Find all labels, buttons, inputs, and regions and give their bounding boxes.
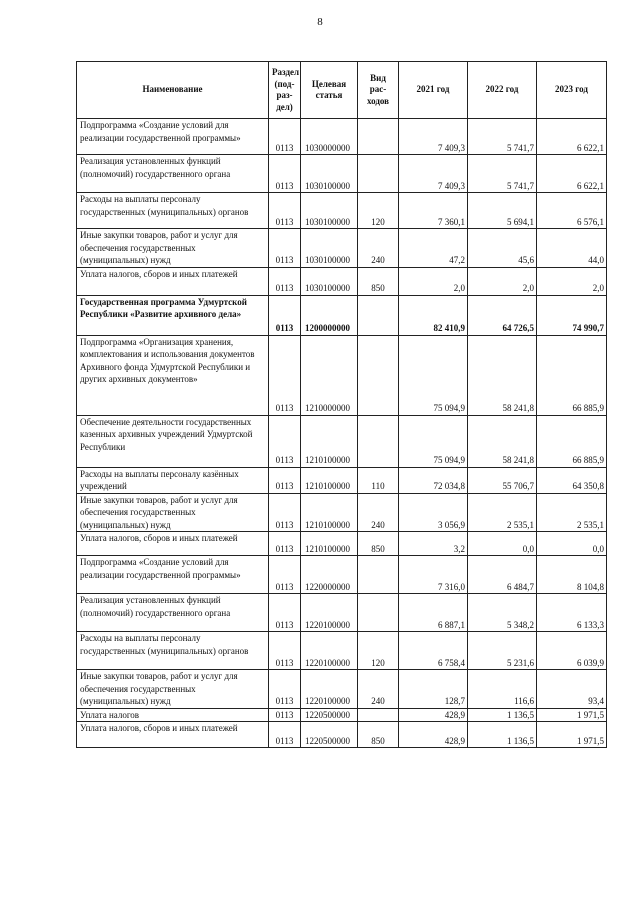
cell-name: Реализация установленных функций (полномочий) государственного органа xyxy=(77,155,269,193)
cell-2021: 6 758,4 xyxy=(399,632,468,670)
table-row xyxy=(77,119,607,155)
cell-2022: 6 484,7 xyxy=(468,556,537,594)
cell-article: 1220100000 xyxy=(301,670,358,709)
cell-name: Уплата налогов xyxy=(77,708,269,722)
cell-2021: 75 094,9 xyxy=(399,335,468,415)
cell-2022: 5 348,2 xyxy=(468,594,537,632)
cell-name: Иные закупки товаров, работ и услуг для обеспечения государственных (муниципальных) нужд xyxy=(77,229,269,268)
cell-section: 0113 xyxy=(269,119,301,155)
cell-name: Иные закупки товаров, работ и услуг для обеспечения государственных (муниципальных) нужд xyxy=(77,670,269,709)
cell-expense-type: 240 xyxy=(358,229,399,268)
cell-2022: 5 741,7 xyxy=(468,155,537,193)
cell-2022: 2 535,1 xyxy=(468,493,537,532)
cell-2021: 6 887,1 xyxy=(399,594,468,632)
cell-section: 0113 xyxy=(269,594,301,632)
cell-2023: 93,4 xyxy=(537,670,607,709)
cell-section: 0113 xyxy=(269,267,301,295)
cell-article: 1220500000 xyxy=(301,722,358,748)
table-row xyxy=(77,193,607,229)
cell-2021: 72 034,8 xyxy=(399,467,468,493)
cell-section: 0113 xyxy=(269,193,301,229)
cell-2021: 82 410,9 xyxy=(399,295,468,335)
table-row xyxy=(77,722,607,748)
cell-2023: 66 885,9 xyxy=(537,335,607,415)
cell-2023: 6 133,3 xyxy=(537,594,607,632)
table-row xyxy=(77,415,607,467)
cell-section: 0113 xyxy=(269,556,301,594)
cell-article: 1030100000 xyxy=(301,229,358,268)
header-name: Наименование xyxy=(77,62,269,119)
cell-2023: 6 576,1 xyxy=(537,193,607,229)
cell-2021: 7 316,0 xyxy=(399,556,468,594)
cell-2021: 7 409,3 xyxy=(399,119,468,155)
cell-2021: 128,7 xyxy=(399,670,468,709)
cell-section: 0113 xyxy=(269,295,301,335)
table-row xyxy=(77,155,607,193)
cell-expense-type xyxy=(358,556,399,594)
cell-2022: 1 136,5 xyxy=(468,722,537,748)
cell-section: 0113 xyxy=(269,229,301,268)
table-row xyxy=(77,229,607,268)
cell-expense-type: 120 xyxy=(358,193,399,229)
table-row xyxy=(77,594,607,632)
cell-expense-type xyxy=(358,594,399,632)
cell-2021: 3 056,9 xyxy=(399,493,468,532)
table-row xyxy=(77,532,607,556)
header-2023: 2023 год xyxy=(537,62,607,119)
cell-2023: 6 039,9 xyxy=(537,632,607,670)
cell-name: Реализация установленных функций (полномочий) государственного органа xyxy=(77,594,269,632)
cell-section: 0113 xyxy=(269,467,301,493)
cell-2023: 8 104,8 xyxy=(537,556,607,594)
cell-2023: 2 535,1 xyxy=(537,493,607,532)
cell-name: Иные закупки товаров, работ и услуг для обеспечения государственных (муниципальных) нужд xyxy=(77,493,269,532)
cell-section: 0113 xyxy=(269,155,301,193)
cell-expense-type: 240 xyxy=(358,670,399,709)
cell-2022: 2,0 xyxy=(468,267,537,295)
cell-2023: 44,0 xyxy=(537,229,607,268)
table-body xyxy=(77,119,607,748)
cell-2023: 6 622,1 xyxy=(537,119,607,155)
cell-article: 1030000000 xyxy=(301,119,358,155)
cell-name: Уплата налогов, сборов и иных платежей xyxy=(77,722,269,748)
cell-2021: 7 409,3 xyxy=(399,155,468,193)
cell-section: 0113 xyxy=(269,532,301,556)
header-article: Целевая статья xyxy=(301,62,358,119)
cell-article: 1220100000 xyxy=(301,632,358,670)
table-row xyxy=(77,335,607,415)
table-row xyxy=(77,670,607,709)
cell-name: Государственная программа Удмуртской Республики «Развитие архивного дела» xyxy=(77,295,269,335)
table-header-row xyxy=(77,62,607,119)
cell-2022: 58 241,8 xyxy=(468,335,537,415)
cell-2021: 428,9 xyxy=(399,708,468,722)
budget-table xyxy=(76,61,607,748)
cell-article: 1210100000 xyxy=(301,532,358,556)
cell-2023: 2,0 xyxy=(537,267,607,295)
cell-name: Расходы на выплаты персоналу государственных (муниципальных) органов xyxy=(77,632,269,670)
cell-expense-type: 850 xyxy=(358,532,399,556)
cell-section: 0113 xyxy=(269,415,301,467)
cell-expense-type xyxy=(358,708,399,722)
cell-article: 1210100000 xyxy=(301,415,358,467)
cell-article: 1220000000 xyxy=(301,556,358,594)
cell-2022: 64 726,5 xyxy=(468,295,537,335)
cell-expense-type: 110 xyxy=(358,467,399,493)
cell-2023: 74 990,7 xyxy=(537,295,607,335)
cell-2022: 45,6 xyxy=(468,229,537,268)
cell-2022: 55 706,7 xyxy=(468,467,537,493)
cell-name: Уплата налогов, сборов и иных платежей xyxy=(77,532,269,556)
cell-expense-type xyxy=(358,295,399,335)
cell-expense-type xyxy=(358,155,399,193)
header-expense-type: Вид рас-ходов xyxy=(358,62,399,119)
cell-name: Расходы на выплаты персоналу казённых учреждений xyxy=(77,467,269,493)
cell-article: 1210100000 xyxy=(301,493,358,532)
cell-2021: 428,9 xyxy=(399,722,468,748)
cell-expense-type xyxy=(358,415,399,467)
cell-2023: 1 971,5 xyxy=(537,708,607,722)
table-row xyxy=(77,708,607,722)
cell-2021: 2,0 xyxy=(399,267,468,295)
cell-expense-type xyxy=(358,119,399,155)
cell-2022: 5 231,6 xyxy=(468,632,537,670)
cell-2022: 58 241,8 xyxy=(468,415,537,467)
cell-expense-type: 850 xyxy=(358,722,399,748)
table-row xyxy=(77,556,607,594)
cell-section: 0113 xyxy=(269,670,301,709)
cell-name: Подпрограмма «Создание условий для реализации государственной программы» xyxy=(77,119,269,155)
cell-2022: 5 694,1 xyxy=(468,193,537,229)
cell-2022: 0,0 xyxy=(468,532,537,556)
cell-expense-type: 850 xyxy=(358,267,399,295)
cell-2021: 3,2 xyxy=(399,532,468,556)
table-row xyxy=(77,493,607,532)
cell-article: 1220100000 xyxy=(301,594,358,632)
table-row xyxy=(77,295,607,335)
cell-article: 1200000000 xyxy=(301,295,358,335)
cell-article: 1220500000 xyxy=(301,708,358,722)
cell-name: Подпрограмма «Организация хранения, комплектования и использования документов Архивного фонда Удмуртской Республики и других архивных документов» xyxy=(77,335,269,415)
cell-section: 0113 xyxy=(269,708,301,722)
cell-2022: 1 136,5 xyxy=(468,708,537,722)
cell-expense-type: 120 xyxy=(358,632,399,670)
cell-2023: 1 971,5 xyxy=(537,722,607,748)
cell-2022: 5 741,7 xyxy=(468,119,537,155)
cell-article: 1210000000 xyxy=(301,335,358,415)
cell-2023: 0,0 xyxy=(537,532,607,556)
cell-section: 0113 xyxy=(269,722,301,748)
page-number: 8 xyxy=(317,16,323,28)
cell-2021: 75 094,9 xyxy=(399,415,468,467)
cell-name: Подпрограмма «Создание условий для реализации государственной программы» xyxy=(77,556,269,594)
table-row xyxy=(77,467,607,493)
header-2021: 2021 год xyxy=(399,62,468,119)
cell-2023: 66 885,9 xyxy=(537,415,607,467)
header-section: Раздел (под-раз-дел) xyxy=(269,62,301,119)
cell-name: Обеспечение деятельности государственных казенных архивных учреждений Удмуртской Республики xyxy=(77,415,269,467)
cell-section: 0113 xyxy=(269,335,301,415)
cell-name: Расходы на выплаты персоналу государственных (муниципальных) органов xyxy=(77,193,269,229)
table-row xyxy=(77,267,607,295)
cell-section: 0113 xyxy=(269,493,301,532)
cell-article: 1210100000 xyxy=(301,467,358,493)
cell-2021: 7 360,1 xyxy=(399,193,468,229)
cell-article: 1030100000 xyxy=(301,267,358,295)
cell-article: 1030100000 xyxy=(301,193,358,229)
header-2022: 2022 год xyxy=(468,62,537,119)
cell-expense-type xyxy=(358,335,399,415)
table-row xyxy=(77,632,607,670)
cell-2022: 116,6 xyxy=(468,670,537,709)
cell-2021: 47,2 xyxy=(399,229,468,268)
cell-article: 1030100000 xyxy=(301,155,358,193)
cell-2023: 64 350,8 xyxy=(537,467,607,493)
cell-name: Уплата налогов, сборов и иных платежей xyxy=(77,267,269,295)
cell-2023: 6 622,1 xyxy=(537,155,607,193)
cell-section: 0113 xyxy=(269,632,301,670)
cell-expense-type: 240 xyxy=(358,493,399,532)
